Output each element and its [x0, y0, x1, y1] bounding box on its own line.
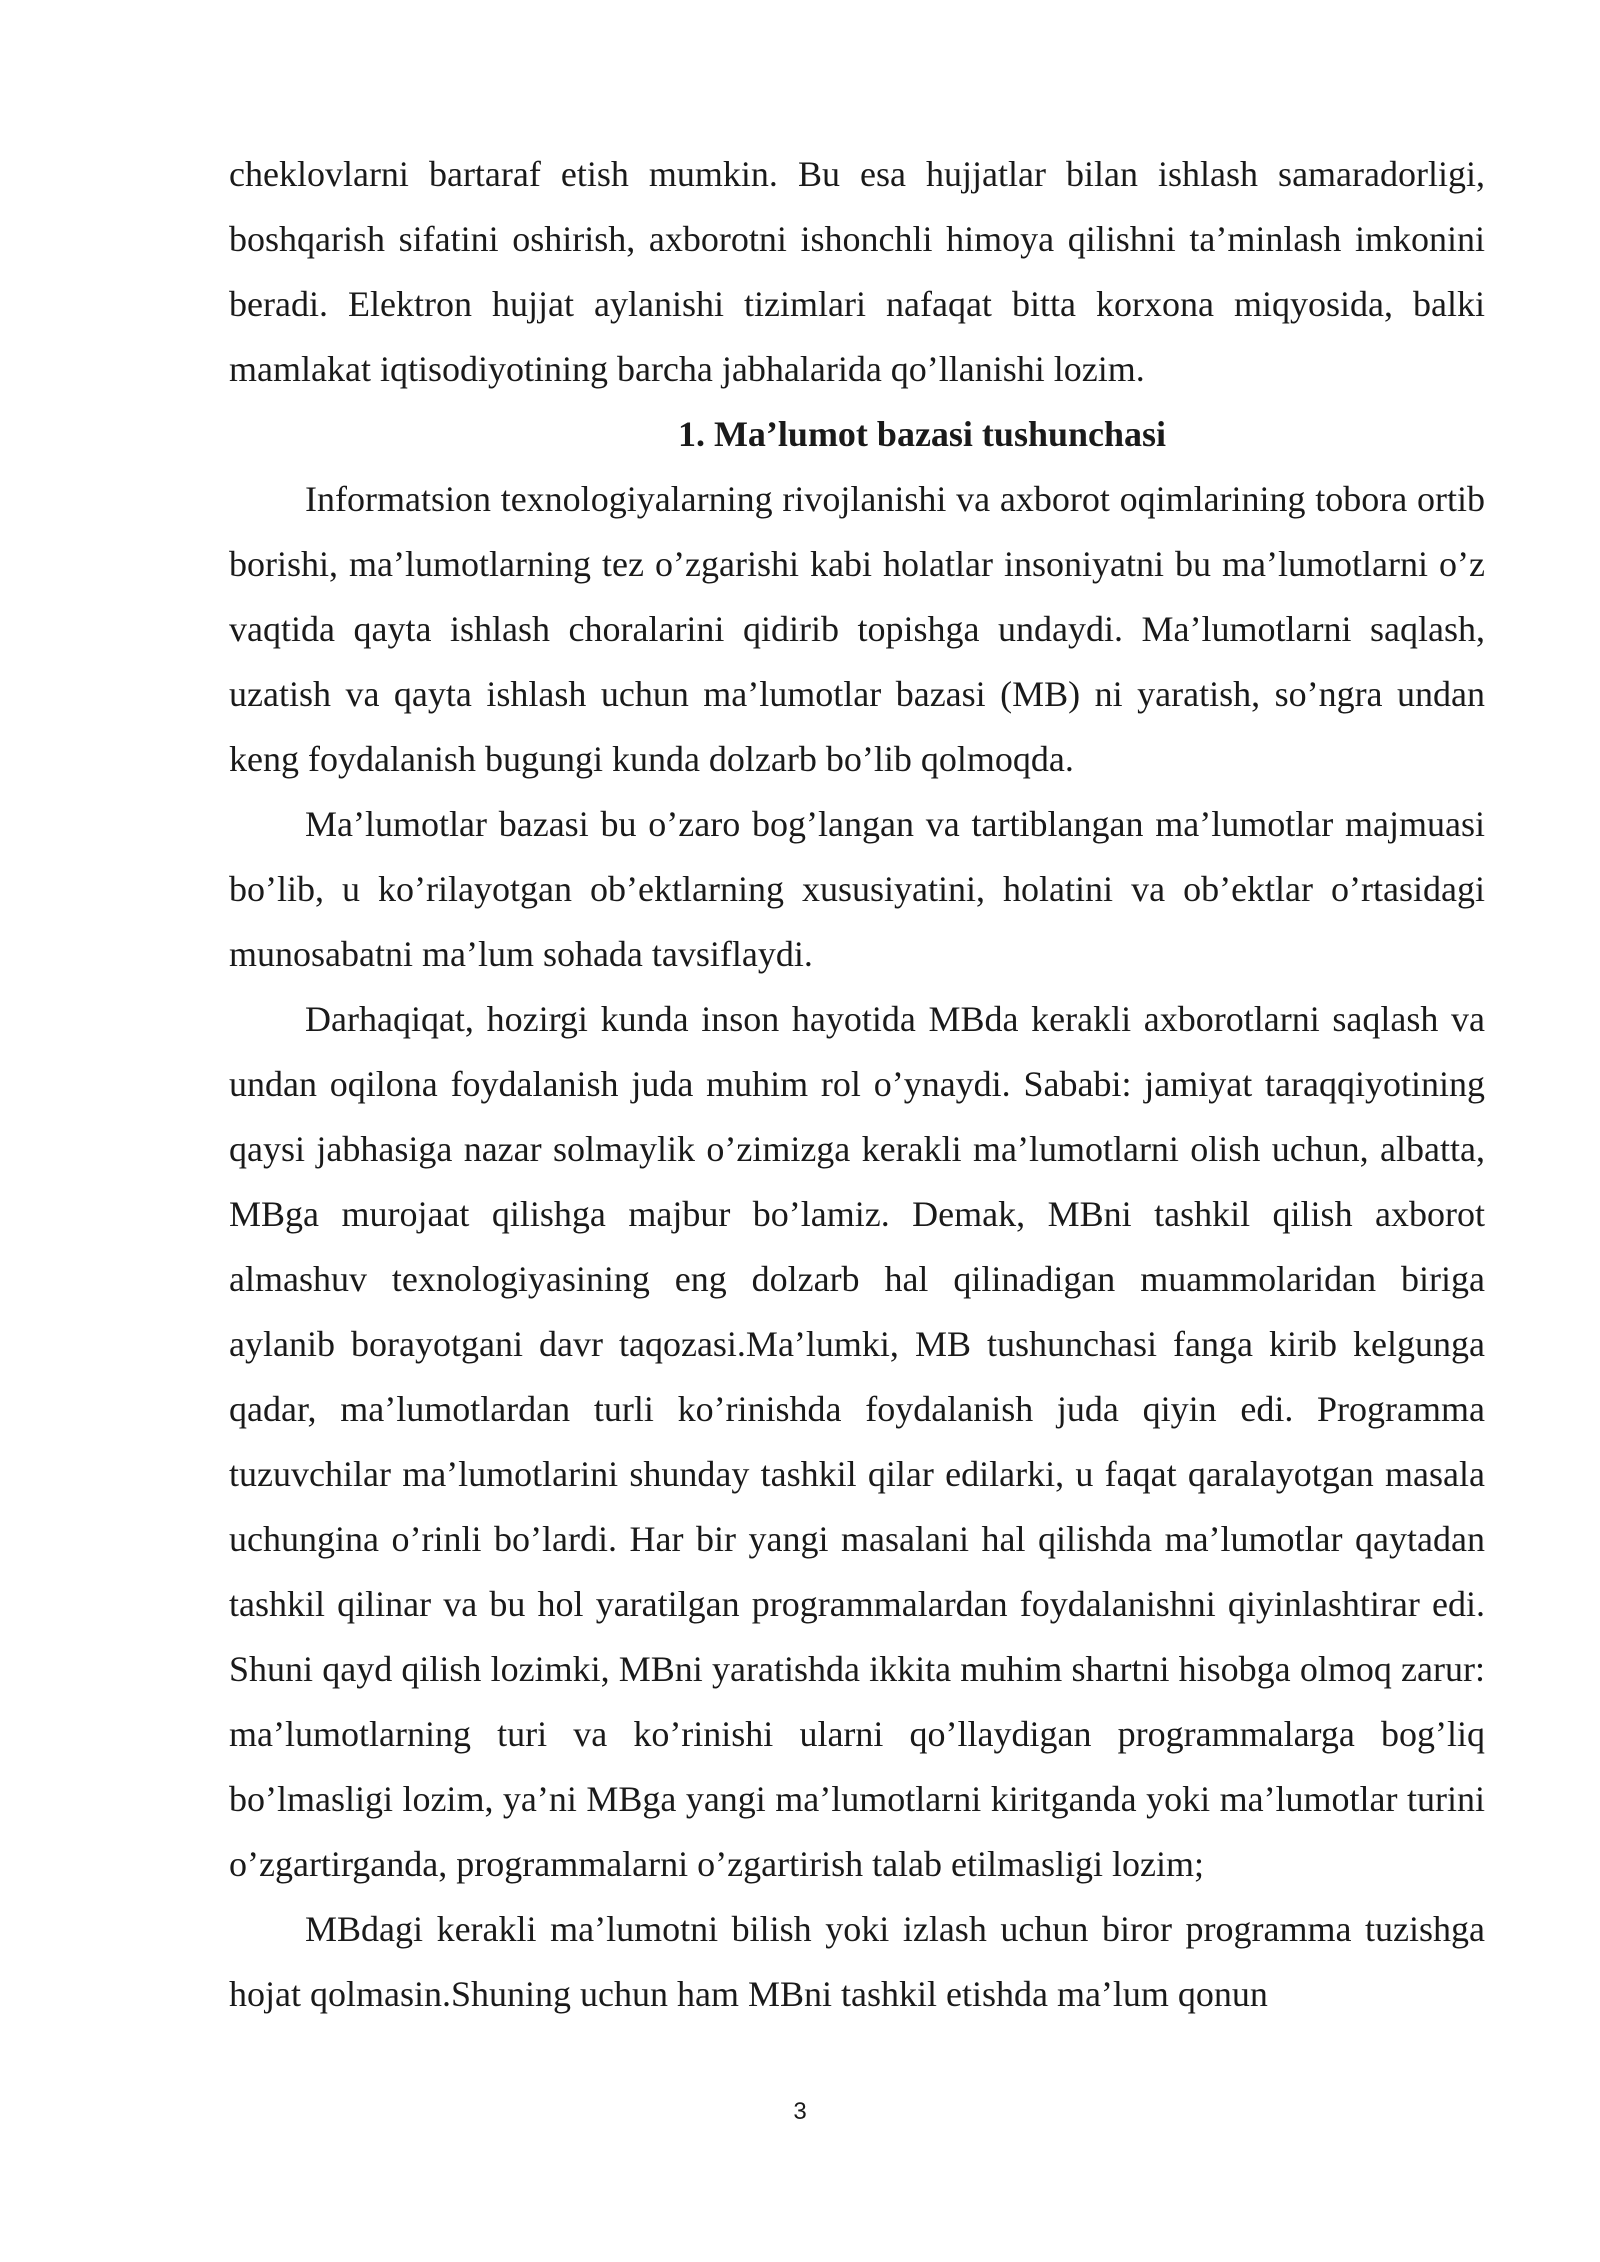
page-number: 3: [793, 2098, 807, 2125]
body-paragraph: Informatsion texnologiyalarning rivojlanishi va axborot oqimlarining tobora ortib borishi, ma’lumotlarning tez o’zgarishi kabi holatlar insoniyatni bu ma’lumotlarni o’z vaqtida qayta ishlash choralarini qidirib topishga undaydi. Ma’lumotlarni saqlash, uzatish va qayta ishlash uchun ma’lumotlar bazasi (MB) ni yaratish, so’ngra undan keng foydalanish bugungi kunda dolzarb bo’lib qolmoqda.: [229, 479, 1485, 779]
body-paragraph: Ma’lumotlar bazasi bu o’zaro bog’langan va tartiblangan ma’lumotlar majmuasi bo’lib, u ko’rilayotgan ob’ektlarning xususiyatini, holatini va ob’ektlar o’rtasidagi munosabatni ma’lum sohada tavsiflaydi.: [229, 804, 1485, 974]
intro-paragraph: cheklovlarni bartaraf etish mumkin. Bu esa hujjatlar bilan ishlash samaradorligi, boshqarish sifatini oshirish, axborotni ishonchli himoya qilishni ta’minlash imkonini beradi. Elektron hujjat aylanishi tizimlari nafaqat bitta korxona miqyosida, balki mamlakat iqtisodiyotining barcha jabhalarida qo’llanishi lozim.: [229, 154, 1485, 389]
body-paragraph: MBdagi kerakli ma’lumotni bilish yoki izlash uchun biror programma tuzishga hojat qolmasin.Shuning uchun ham MBni tashkil etishda ma’lum qonun: [229, 1909, 1485, 2014]
section-heading: 1. Ma’lumot bazasi tushunchasi: [677, 414, 1167, 454]
body-paragraph: Darhaqiqat, hozirgi kunda inson hayotida MBda kerakli axborotlarni saqlash va undan oqilona foydalanish juda muhim rol o’ynaydi. Sababi: jamiyat taraqqiyotining qaysi jabhasiga nazar solmaylik o’zimizga kerakli ma’lumotlarni olish uchun, albatta, MBga murojaat qilishga majbur bo’lamiz. Demak, MBni tashkil qilish axborot almashuv texnologiyasining eng dolzarb hal qilinadigan muammolaridan biriga aylanib borayotgani davr taqozasi.Ma’lumki, MB tushunchasi fanga kirib kelgunga qadar, ma’lumotlardan turli ko’rinishda foydalanish juda qiyin edi. Programma tuzuvchilar ma’lumotlarini shunday tashkil qilar edilarki, u faqat qaralayotgan masala uchungina o’rinli bo’lardi. Har bir yangi masalani hal qilishda ma’lumotlar qaytadan tashkil qilinar va bu hol yaratilgan programmalardan foydalanishni qiyinlashtirar edi. Shuni qayd qilish lozimki, MBni yaratishda ikkita muhim shartni hisobga olmoq zarur: ma’lumotlarning turi va ko’rinishi ularni qo’llaydigan programmalarga bog’liq bo’lmasligi lozim, ya’ni MBga yangi ma’lumotlarni kiritganda yoki ma’lumotlar turini o’zgartirganda, programmalarni o’zgartirish talab etilmasligi lozim;: [229, 999, 1485, 1884]
page-body: [229, 142, 1485, 2027]
